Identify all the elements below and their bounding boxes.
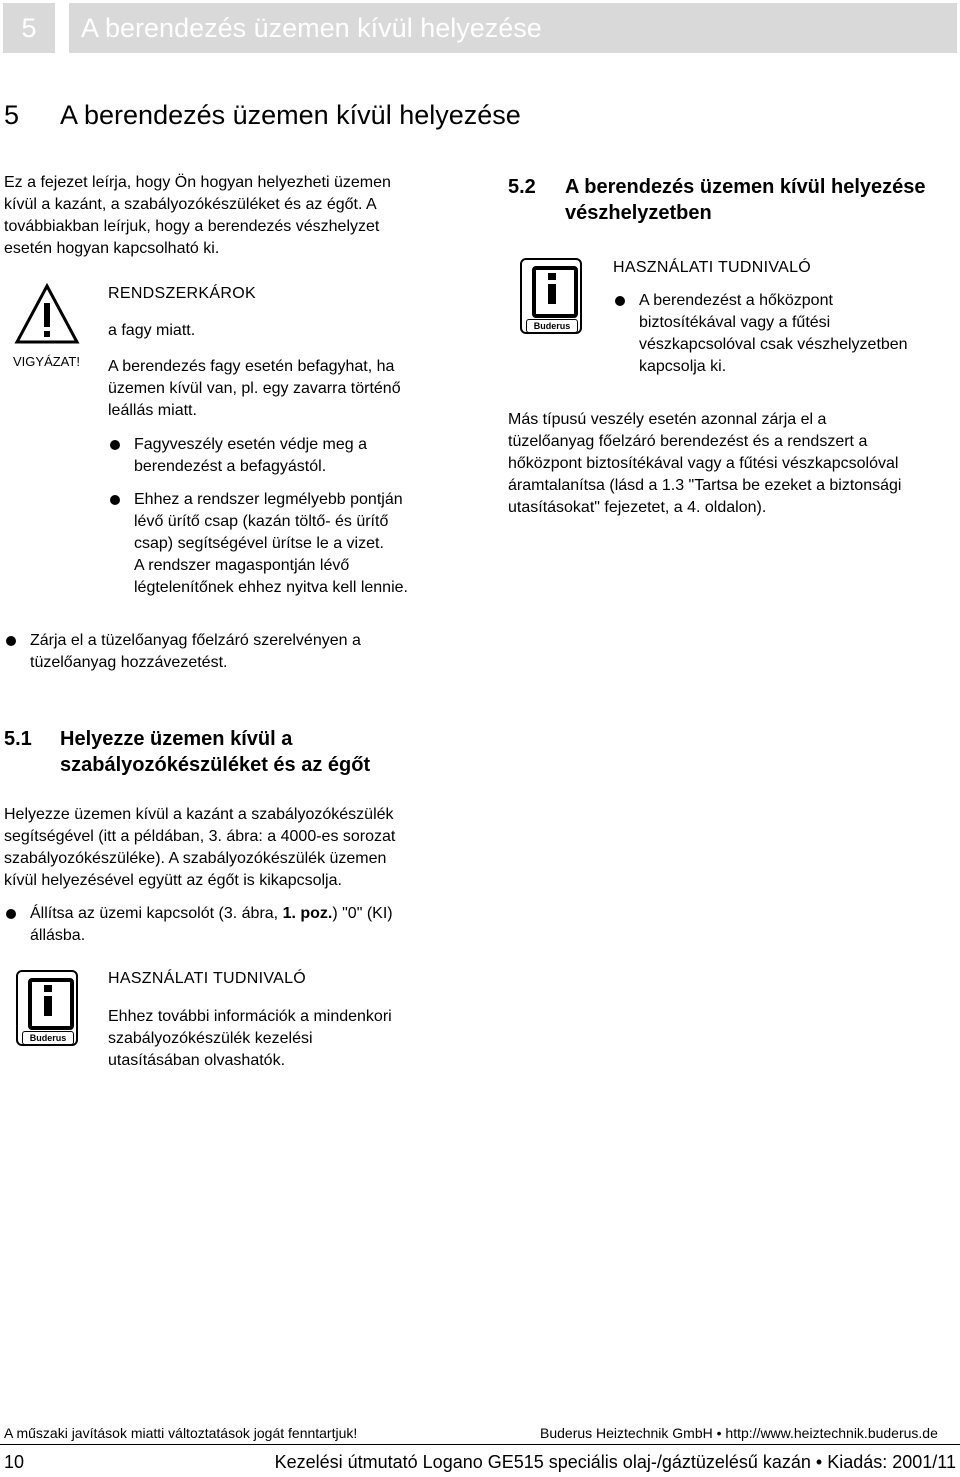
bullet-line: állásba. bbox=[30, 927, 86, 944]
text-line: tüzelőanyag főelzáró berendezést és a rendszert a bbox=[508, 433, 868, 450]
warning-text-line: leállás miatt. bbox=[108, 402, 197, 419]
intro-line: továbbiakban leírjuk, hogy a berendezés vészhelyzet bbox=[4, 218, 380, 235]
intro-line: Ez a fejezet leírja, hogy Ön hogyan helyezheti üzemen bbox=[4, 174, 391, 191]
note-line: szabályozókészülék kezelési bbox=[108, 1030, 313, 1047]
buderus-logo-text: Buderus bbox=[22, 1031, 74, 1045]
bullet-line: vészkapcsolóval csak vészhelyzetben bbox=[639, 336, 908, 353]
text-line: szabályozókészüléke). A szabályozókészülék üzemen bbox=[4, 850, 387, 867]
text-line: hőközpont biztosítékával vagy a fűtési vészkapcsolóval bbox=[508, 455, 899, 472]
warning-title: RENDSZERKÁROK bbox=[108, 285, 256, 302]
bullet-line: csap) segítségével ürítse le a vizet. bbox=[134, 535, 384, 552]
warning-subtitle: a fagy miatt. bbox=[108, 322, 196, 339]
note-title: HASZNÁLATI TUDNIVALÓ bbox=[108, 970, 307, 987]
bullet-line: A rendszer magaspontján lévő bbox=[134, 557, 350, 574]
page-heading-number: 5 bbox=[4, 100, 20, 130]
warning-label: VIGYÁZAT! bbox=[13, 354, 80, 369]
section-5-1-number: 5.1 bbox=[4, 728, 32, 750]
warning-text bbox=[108, 356, 468, 422]
bullet-line: berendezést a befagyástól. bbox=[134, 458, 327, 475]
section-title-line: szabályozókészüléket és az égőt bbox=[60, 754, 371, 776]
chapter-title: A berendezés üzemen kívül helyezése bbox=[81, 12, 542, 43]
bullet-text: Állítsa az üzemi kapcsolót (3. ábra, bbox=[30, 905, 283, 922]
note-text bbox=[108, 1006, 468, 1072]
section-5-2-number: 5.2 bbox=[508, 176, 536, 198]
footer-company: Buderus Heiztechnik GmbH • http://www.heiztechnik.buderus.de bbox=[540, 1425, 938, 1441]
warning-bullet-2 bbox=[108, 489, 494, 599]
chapter-number: 5 bbox=[21, 12, 37, 43]
info-icon bbox=[520, 258, 582, 334]
section-5-2-text bbox=[508, 409, 960, 519]
bullet-line: lévő ürítő csap (kazán töltő- és ürítő bbox=[134, 513, 389, 530]
text-line: kívül helyezésével együtt az égőt is kikapcsolja. bbox=[4, 872, 342, 889]
bullet-text: ) "0" (KI) bbox=[332, 905, 393, 922]
note-title: HASZNÁLATI TUDNIVALÓ bbox=[613, 259, 812, 276]
section-title-line: vészhelyzetben bbox=[565, 202, 712, 224]
bullet-line: Fagyveszély esetén védje meg a bbox=[134, 436, 368, 453]
text-line: Más típusú veszély esetén azonnal zárja el a bbox=[508, 411, 827, 428]
note-line: utasításában olvashatók. bbox=[108, 1052, 286, 1069]
section-5-1-title bbox=[60, 726, 480, 778]
footer-document-title: Kezelési útmutató Logano GE515 speciális olaj-/gáztüzelésű kazán • Kiadás: 2001/11 bbox=[274, 1452, 956, 1472]
bullet-line: Zárja el a tüzelőanyag főelzáró szerelvényen a bbox=[30, 632, 361, 649]
bullet-line: légtelenítőnek ehhez nyitva kell lennie. bbox=[134, 579, 408, 596]
section-5-1-text bbox=[4, 804, 474, 892]
text-line: áramtalanítsa (lásd a 1.3 "Tartsa be ezeket a biztonsági bbox=[508, 477, 902, 494]
buderus-logo-text: Buderus bbox=[526, 319, 578, 333]
intro-paragraph bbox=[4, 172, 474, 260]
section-5-2-title bbox=[565, 174, 960, 226]
intro-line: kívül a kazánt, a szabályozókészüléket és az égőt. A bbox=[4, 196, 377, 213]
chapter-number-box bbox=[3, 3, 55, 53]
section-title-line: Helyezze üzemen kívül a bbox=[60, 728, 293, 750]
footer-divider bbox=[0, 1444, 960, 1445]
info-icon bbox=[16, 970, 78, 1046]
warning-text-line: üzemen kívül van, pl. egy zavarra történő bbox=[108, 380, 401, 397]
bullet-line: tüzelőanyag hozzávezetést. bbox=[30, 654, 228, 671]
fuel-shutoff-bullet bbox=[4, 630, 500, 674]
warning-bullet-1 bbox=[108, 434, 494, 478]
section-title-line: A berendezés üzemen kívül helyezése bbox=[565, 176, 926, 198]
bullet-line bbox=[30, 903, 500, 925]
text-line: utasításokat" fejezetet, a 4. oldalon). bbox=[508, 499, 767, 516]
page-number: 10 bbox=[4, 1452, 25, 1472]
bullet-bold-text: 1. poz. bbox=[282, 905, 333, 922]
intro-line: esetén hogyan kapcsolható ki. bbox=[4, 240, 220, 257]
note-bullet bbox=[613, 290, 960, 378]
bullet-line: A berendezést a hőközpont bbox=[639, 292, 833, 309]
switch-off-bullet bbox=[4, 903, 500, 947]
note-line: Ehhez további információk a mindenkori bbox=[108, 1008, 392, 1025]
warning-triangle-icon bbox=[14, 283, 80, 345]
bullet-line: Ehhez a rendszer legmélyebb pontján bbox=[134, 491, 403, 508]
text-line: segítségével (itt a példában, 3. ábra: a 4000-es sorozat bbox=[4, 828, 396, 845]
page-heading: A berendezés üzemen kívül helyezése bbox=[60, 100, 521, 130]
bullet-line: biztosítékával vagy a fűtési bbox=[639, 314, 831, 331]
warning-text-line: A berendezés fagy esetén befagyhat, ha bbox=[108, 358, 395, 375]
text-line: Helyezze üzemen kívül a kazánt a szabályozókészülék bbox=[4, 806, 394, 823]
chapter-title-bar bbox=[69, 3, 957, 53]
bullet-line: kapcsolja ki. bbox=[639, 358, 727, 375]
footer-disclaimer: A műszaki javítások miatti változtatások jogát fenntartjuk! bbox=[4, 1425, 358, 1441]
